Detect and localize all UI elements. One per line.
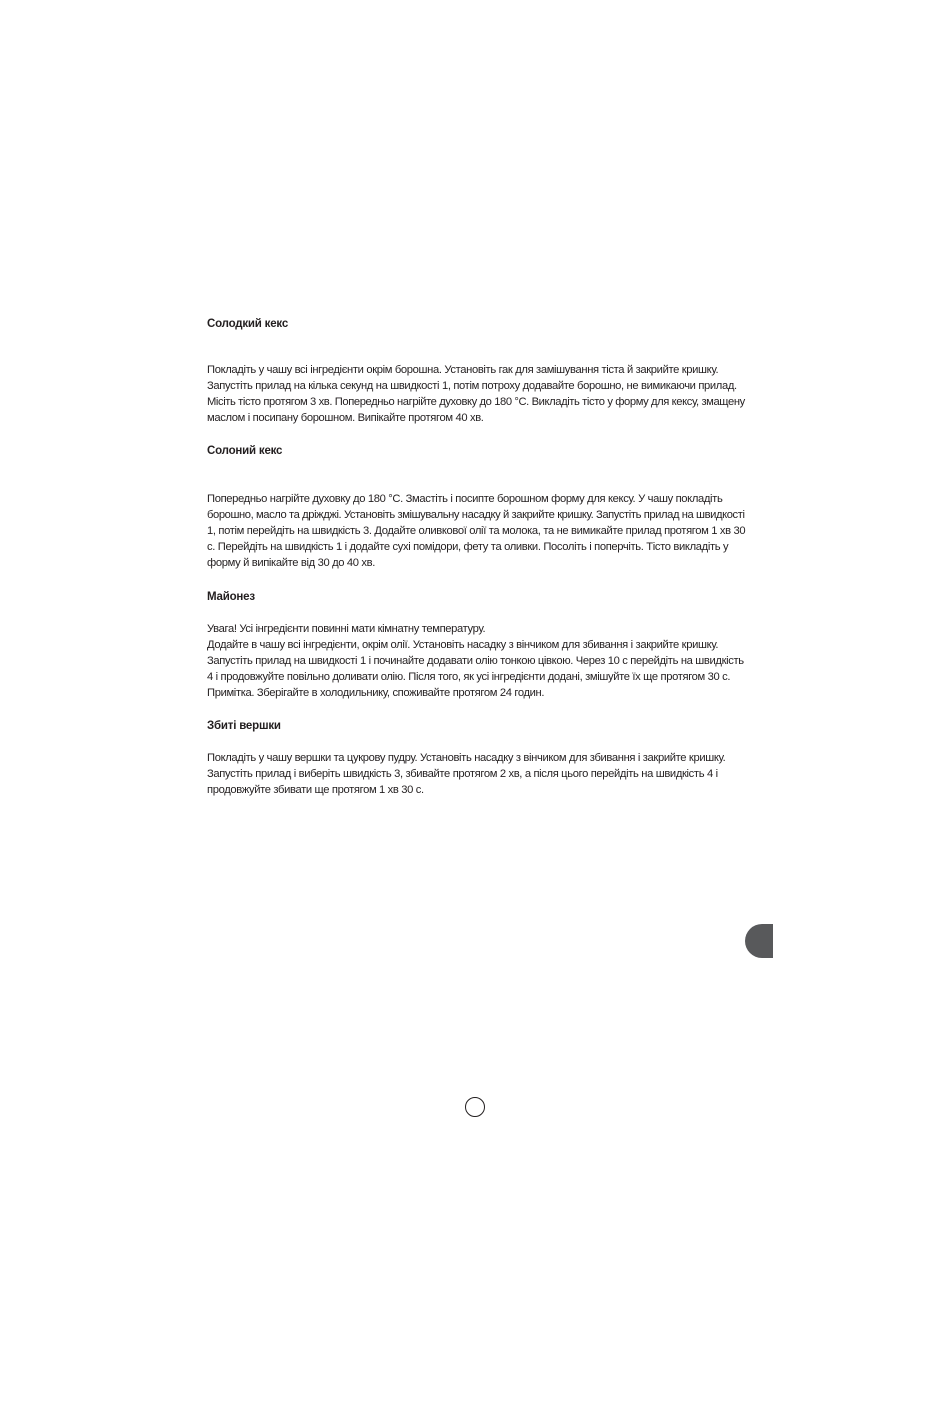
section-heading-mayonnaise: Майонез: [207, 591, 255, 603]
text-line: Додайте в чашу всі інгредієнти, окрім олії. Установіть насадку з вінчиком для збивання і закрийте кришку.: [207, 639, 719, 652]
section-heading-whipped-cream: Збиті вершки: [207, 720, 281, 732]
text-line: форму й випікайте від 30 до 40 хв.: [207, 557, 375, 570]
text-line: борошно, масло та дріжджі. Установіть змішувальну насадку й закрийте кришку. Запустіть прилад на швидкості: [207, 509, 745, 522]
text-line: Покладіть у чашу всі інгредієнти окрім борошна. Установіть гак для замішування тіста й закрийте кришку.: [207, 364, 719, 376]
text-line: Примітка. Зберігайте в холодильнику, споживайте протягом 24 годин.: [207, 687, 545, 700]
section-text-sweet-cake: [207, 362, 745, 426]
text-line: 4 і продовжуйте повільно доливати олію. Після того, як усі інгредієнти додані, змішуйте їх ще протягом 30 с.: [207, 671, 731, 684]
section-heading-savory-cake: Солоний кекс: [207, 445, 283, 457]
text-line: Місіть тісто протягом 3 хв. Попередньо нагрійте духовку до 180 °C. Викладіть тісто у форму для кексу, змащену: [207, 396, 745, 409]
text-line: Запустіть прилад і виберіть швидкість 3, збивайте протягом 2 хв, а після цього перейдіть на швидкість 4 і: [207, 768, 718, 781]
text-line: Увага! Усі інгредієнти повинні мати кімнатну температуру.: [207, 623, 486, 635]
section-text-mayonnaise: [207, 621, 745, 701]
text-line: продовжуйте збивати ще протягом 1 хв 30 с.: [207, 784, 424, 797]
text-line: маслом і посипану борошном. Випікайте протягом 40 хв.: [207, 412, 484, 425]
page-number-circle: [465, 1097, 485, 1117]
section-heading-sweet-cake: Солодкий кекс: [207, 318, 289, 330]
text-line: Запустіть прилад на кілька секунд на швидкості 1, потім потроху додавайте борошно, не вимикаючи прилад.: [207, 380, 737, 393]
section-text-whipped-cream: [207, 750, 745, 798]
text-line: Покладіть у чашу вершки та цукрову пудру. Установіть насадку з вінчиком для збивання і закрийте кришку.: [207, 752, 726, 764]
text-line: Запустіть прилад на швидкості 1 і починайте додавати олію тонкою цівкою. Через 10 с перейдіть на швидкість: [207, 655, 744, 668]
language-tab-marker: [745, 924, 773, 958]
text-line: Попередньо нагрійте духовку до 180 °C. Змастіть і посипте борошном форму для кексу. У чашу покладіть: [207, 493, 723, 505]
text-line: 1, потім перейдіть на швидкість 3. Додайте оливкової олії та молока, та не вимикайте прилад протягом 1 хв 30: [207, 525, 746, 538]
section-text-savory-cake: [207, 491, 745, 571]
text-line: с. Перейдіть на швидкість 1 і додайте сухі помідори, фету та оливки. Посоліть і поперчіть. Тісто викладіть у: [207, 541, 729, 554]
